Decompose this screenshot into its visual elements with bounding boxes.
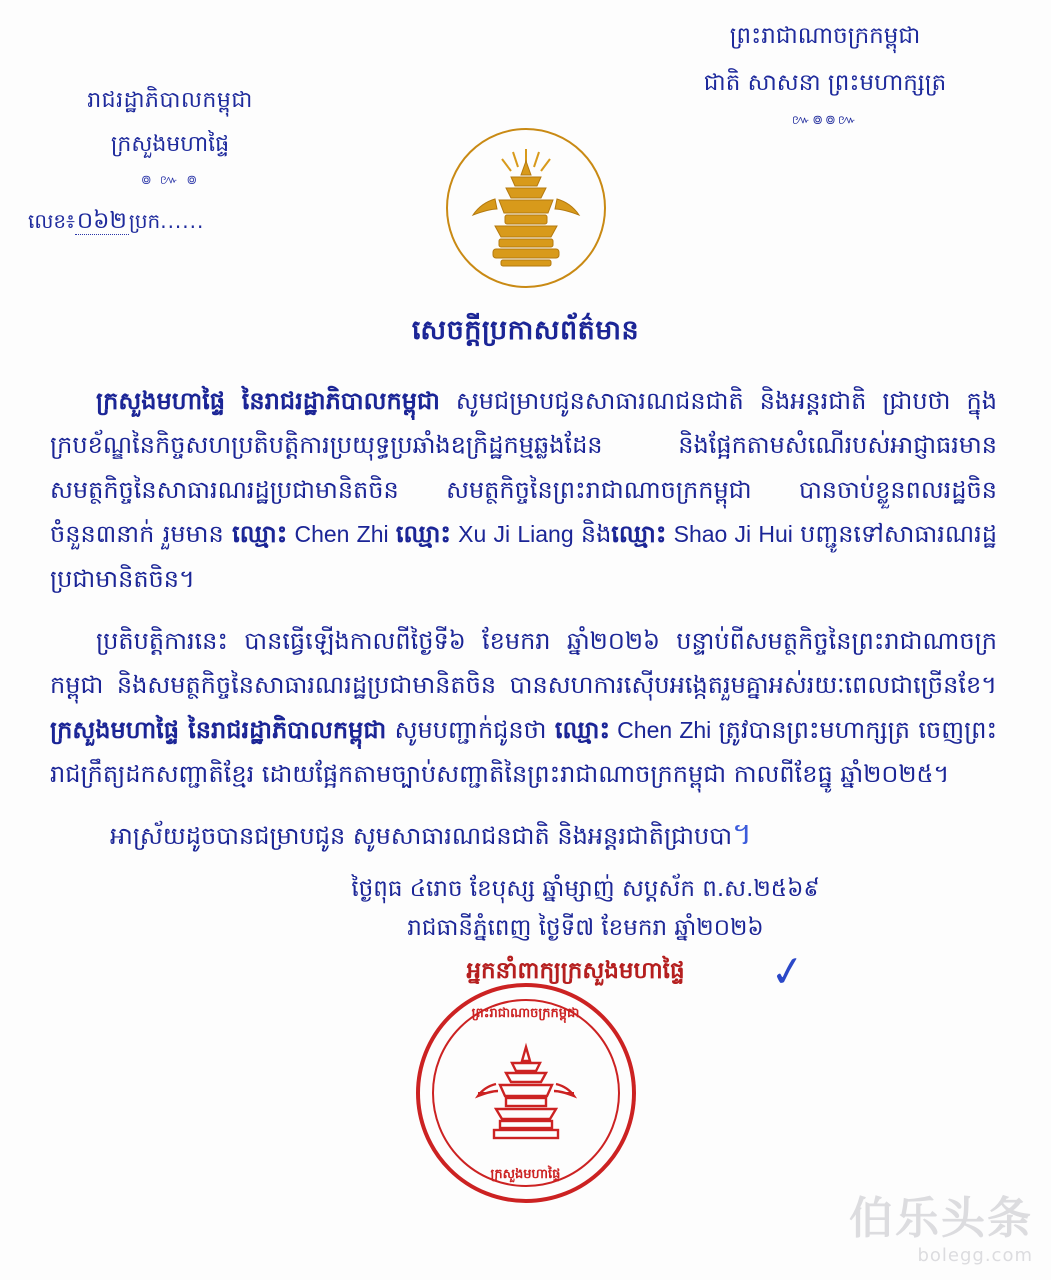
ministry-government-line: រាជរដ្ឋាភិបាលកម្ពុជា [87, 88, 253, 113]
text-run: ឈ្មោះ [232, 520, 288, 549]
document-number-label: លេខ៖ [28, 209, 75, 233]
header-right-block [635, 22, 1015, 131]
kingdom-title: ព្រះរាជាណាចក្រកម្ពុជា [729, 23, 921, 49]
text-run: ប្រតិបត្តិការនេះ បានធ្វើឡើងកាលពីថ្ងៃទី៦ ខែមករា ឆ្នាំ២០២៦ បន្ទាប់ពីសមត្ថកិច្ចនៃព្រះរាជាណាចក្រកម្ពុជា និងសមត្ថកិច្ចនៃសាធារណរដ្ឋប្រជាមានិតចិន បានសហការស៊ើបអង្កេតរួមគ្នាអស់រយៈពេលជាច្រើនខែ។ [50, 626, 997, 700]
date-lunar: ថ្ងៃពុធ ៤រោច ខែបុស្ស ឆ្នាំម្សាញ់ សប្តស័ក ព.ស.២៥៦៩ [351, 875, 820, 902]
ministry-name-line: ក្រសួងមហាផ្ទៃ [110, 132, 230, 157]
text-run: ក្រសួងមហាផ្ទៃ នៃរាជរដ្ឋាភិបាលកម្ពុជា [50, 715, 387, 744]
document-number-line [20, 207, 320, 240]
text-run: ឈ្មោះ [611, 520, 667, 549]
signature-area [0, 944, 1051, 1253]
text-run: និង [580, 520, 612, 549]
watermark-sub-text: bolegg.com [917, 1245, 1033, 1266]
header-left-decoration: ៙ ៚ ៙ [140, 173, 200, 188]
date-gregorian: រាជធានីភ្នំពេញ ថ្ងៃទី៧ ខែមករា ឆ្នាំ២០២៦ [407, 914, 764, 941]
page-title: សេចក្ដីប្រកាសព័ត៌មាន [411, 315, 640, 346]
text-run: Chen Zhi [610, 716, 719, 743]
signatory-title: អ្នកនាំពាក្យក្រសួងមហាផ្ទៃ [466, 957, 685, 984]
document-header [0, 0, 1051, 300]
text-run: បញ្ជូនទៅសាធារណរដ្ឋប្រជាមានិតចិន។ [50, 520, 997, 593]
document-body [50, 379, 997, 797]
text-run: សូមបញ្ជាក់ជូនថា [386, 715, 555, 744]
paragraph-2 [50, 619, 997, 797]
closing-paragraph [50, 815, 997, 859]
national-motto: ជាតិ សាសនា ព្រះមហាក្សត្រ [703, 70, 947, 96]
royal-emblem-icon [446, 128, 606, 288]
text-run: ឈ្មោះ [554, 715, 610, 744]
text-run: ក្រសួងមហាផ្ទៃ នៃរាជរដ្ឋាភិបាលកម្ពុជា [96, 387, 440, 415]
stamp-bottom-text: ក្រសួងមហាផ្ទៃ [490, 1166, 561, 1182]
header-left-block [20, 86, 320, 240]
header-right-decoration: ៚៙៙៚ [791, 113, 859, 128]
watermark-main-text: 伯乐头条 [849, 1193, 1033, 1244]
closing-text: អាស្រ័យដូចបានជម្រាបជូន សូមសាធារណជនជាតិ និងអន្តរជាតិជ្រាបបា [110, 821, 733, 850]
official-stamp [416, 983, 636, 1203]
text-run: Shao Ji Hui [666, 521, 801, 548]
stamp-top-text: ព្រះរាជាណាចក្រកម្ពុជា [471, 1005, 580, 1021]
date-block [0, 875, 1051, 947]
text-run: ឈ្មោះ [395, 520, 451, 549]
handwritten-signature: ✓ [766, 944, 809, 998]
document-number-dots: ...... [160, 209, 205, 233]
closing-flourish: ។ [732, 816, 752, 852]
document-number-suffix: ប្រក [128, 209, 161, 233]
document-number-value: ០៦២ [76, 208, 127, 234]
text-run: Xu Ji Liang [450, 521, 581, 548]
paragraph-1 [50, 379, 997, 601]
text-run: Chen Zhi [287, 521, 396, 548]
text-run: ត្រូវបានព្រះមហាក្សត្រ ចេញព្រះរាជក្រឹត្យដកសញ្ជាតិខ្មែរ ដោយផ្អែកតាមច្បាប់សញ្ជាតិនៃព្រះរាជាណាចក្រកម្ពុជា កាលពីខែធ្នូ ឆ្នាំ២០២៥។ [50, 715, 997, 789]
text-run: សូមជម្រាបជូនសាធារណជនជាតិ និងអន្តរជាតិ ជ្រាបថា ក្នុងក្របខ័ណ្ឌនៃកិច្ចសហប្រតិបត្តិការប្រយុទ្ធប្រឆាំងឧក្រិដ្ឋកម្មឆ្លងដែន និងផ្អែកតាមសំណើរបស់អាជ្ញាធរមានសមត្ថកិច្ចនៃសាធារណរដ្ឋប្រជាមានិតចិន សមត្ថកិច្ចនៃព្រះរាជាណាចក្រកម្ពុជា បានចាប់ខ្លួនពលរដ្ឋចិនចំនួន៣នាក់ រួមមាន [50, 387, 997, 549]
